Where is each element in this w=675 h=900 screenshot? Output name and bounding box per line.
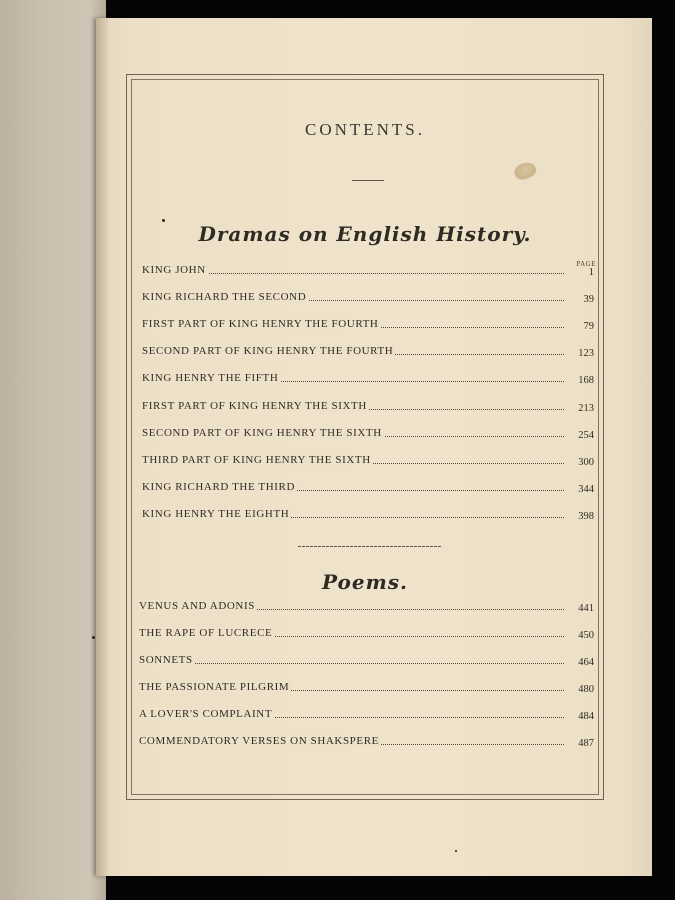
page-gutter-shadow [96, 18, 110, 876]
toc-entry-title: A LOVER'S COMPLAINT [139, 708, 273, 720]
toc-entry-title: SECOND PART OF KING HENRY THE SIXTH [142, 427, 382, 439]
section-heading-poems: Poems. [322, 570, 408, 594]
page-column-label: PAGE [576, 260, 596, 268]
toc-entry[interactable] [139, 708, 594, 724]
toc-entry-title: THIRD PART OF KING HENRY THE SIXTH [142, 454, 371, 466]
dot-leader [139, 663, 564, 664]
toc-entry-page: 123 [578, 348, 594, 359]
toc-entry-page: 300 [578, 457, 594, 468]
toc-entry-page: 480 [578, 684, 594, 695]
toc-entry[interactable] [142, 372, 594, 388]
toc-entry-page: 441 [578, 603, 594, 614]
toc-entry[interactable] [139, 654, 594, 670]
toc-entry[interactable] [142, 454, 594, 470]
toc-entry-page: 487 [578, 738, 594, 749]
toc-entry[interactable] [139, 627, 594, 643]
toc-entry-title: KING RICHARD THE SECOND [142, 291, 307, 303]
toc-entry[interactable] [139, 681, 594, 697]
toc-entry-page: 79 [583, 321, 594, 332]
toc-entry[interactable] [139, 735, 594, 751]
toc-entry-title: COMMENDATORY VERSES ON SHAKSPERE [139, 735, 379, 747]
toc-entry-title: FIRST PART OF KING HENRY THE SIXTH [142, 400, 367, 412]
section-heading-dramas: Dramas on English History. [198, 222, 532, 246]
contents-title: CONTENTS. [304, 120, 426, 139]
toc-entry[interactable] [142, 264, 594, 280]
toc-entry-title: THE RAPE OF LUCRECE [139, 627, 273, 639]
toc-entry-page: 168 [578, 375, 594, 386]
toc-entry[interactable] [142, 291, 594, 307]
toc-entry-title: KING RICHARD THE THIRD [142, 481, 296, 493]
toc-entry[interactable] [142, 345, 594, 361]
title-divider [352, 180, 384, 181]
toc-entry-title: KING JOHN [142, 264, 206, 276]
toc-entry[interactable] [142, 427, 594, 443]
section-divider [298, 546, 442, 547]
toc-entry-title: KING HENRY THE EIGHTH [142, 508, 290, 520]
toc-entry-page: 1 [588, 267, 594, 278]
toc-entry[interactable] [139, 600, 594, 616]
toc-entry-page: 213 [578, 403, 594, 414]
book-board [0, 0, 106, 900]
toc-entry-page: 484 [578, 711, 594, 722]
toc-entry[interactable] [142, 481, 594, 497]
toc-entry-title: KING HENRY THE FIFTH [142, 372, 279, 384]
toc-entry-page: 398 [578, 511, 594, 522]
toc-entry-page: 344 [578, 484, 594, 495]
toc-entry-title: THE PASSIONATE PILGRIM [139, 681, 290, 693]
toc-entry-title: FIRST PART OF KING HENRY THE FOURTH [142, 318, 379, 330]
toc-entry[interactable] [142, 400, 594, 416]
toc-entry-title: SONNETS [139, 654, 193, 666]
toc-entry-page: 39 [583, 294, 594, 305]
toc-entry-page: 450 [578, 630, 594, 641]
toc-entry[interactable] [142, 318, 594, 334]
toc-entry-title: VENUS AND ADONIS [139, 600, 255, 612]
paper-speck [92, 636, 95, 639]
toc-entry-page: 464 [578, 657, 594, 668]
toc-entry-title: SECOND PART OF KING HENRY THE FOURTH [142, 345, 394, 357]
paper-speck [455, 850, 457, 852]
toc-entry[interactable] [142, 508, 594, 524]
toc-entry-page: 254 [578, 430, 594, 441]
